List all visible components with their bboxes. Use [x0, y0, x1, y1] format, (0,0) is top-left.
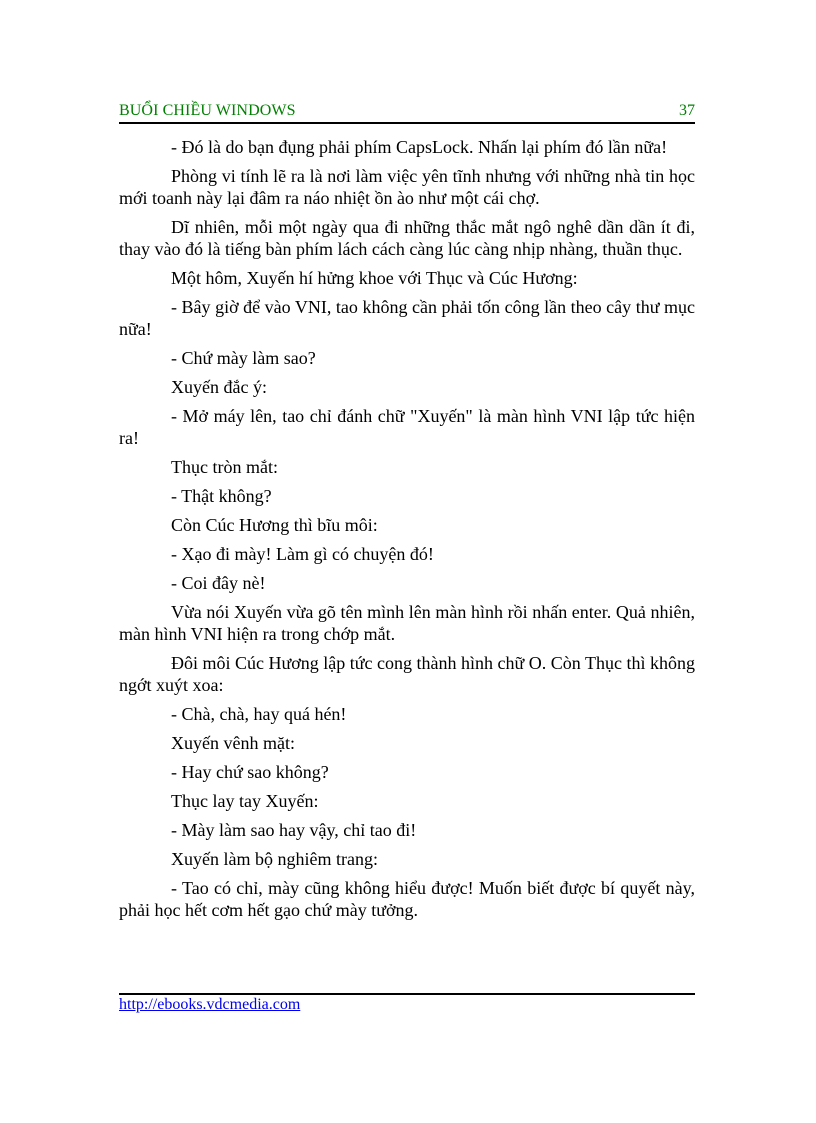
paragraph: - Mở máy lên, tao chỉ đánh chữ "Xuyến" là màn hình VNI lập tức hiện ra! [119, 406, 695, 448]
paragraph: Xuyến đắc ý: [171, 377, 267, 397]
paragraph: - Xạo đi mày! Làm gì có chuyện đó! [171, 544, 434, 564]
paragraph: - Mày làm sao hay vậy, chỉ tao đi! [171, 820, 417, 840]
book-title: BUỔI CHIỀU WINDOWS [119, 102, 296, 119]
page-body [119, 136, 695, 928]
paragraph: Thục lay tay Xuyến: [171, 791, 319, 811]
paragraph: Dĩ nhiên, mỗi một ngày qua đi những thắc mắt ngô nghê dần dần ít đi, thay vào đó là tiếng bàn phím lách cách càng lúc càng nhịp nhàng, thuần thục. [119, 217, 695, 259]
paragraph: Vừa nói Xuyến vừa gõ tên mình lên màn hình rồi nhấn enter. Quả nhiên, màn hình VNI hiện ra trong chớp mắt. [119, 602, 695, 644]
paragraph: - Bây giờ để vào VNI, tao không cần phải tốn công lần theo cây thư mục nữa! [119, 297, 695, 339]
paragraph: Một hôm, Xuyến hí hửng khoe với Thục và Cúc Hương: [171, 268, 578, 288]
paragraph: Xuyến vênh mặt: [171, 733, 295, 753]
paragraph: Thục tròn mắt: [171, 457, 278, 477]
paragraph: - Thật không? [171, 486, 272, 506]
paragraph: - Tao có chỉ, mày cũng không hiểu được! Muốn biết được bí quyết này, phải học hết cơm hết gạo chứ mày tưởng. [119, 878, 695, 920]
paragraph: - Chà, chà, hay quá hén! [171, 704, 347, 724]
paragraph: Xuyến làm bộ nghiêm trang: [171, 849, 378, 869]
paragraph: - Chứ mày làm sao? [171, 348, 316, 368]
paragraph: Phòng vi tính lẽ ra là nơi làm việc yên tĩnh nhưng với những nhà tin học mới toanh này lại đâm ra náo nhiệt ồn ào như một cái chợ. [119, 166, 695, 208]
paragraph: - Đó là do bạn đụng phải phím CapsLock. Nhấn lại phím đó lần nữa! [171, 137, 668, 157]
paragraph: - Hay chứ sao không? [171, 762, 329, 782]
paragraph: - Coi đây nè! [171, 573, 266, 593]
footer-website-link[interactable]: http://ebooks.vdcmedia.com [119, 996, 301, 1013]
paragraph: Còn Cúc Hương thì bĩu môi: [171, 515, 378, 535]
paragraph: Đôi môi Cúc Hương lập tức cong thành hình chữ O. Còn Thục thì không ngớt xuýt xoa: [119, 653, 695, 695]
footer-divider [119, 993, 695, 995]
page-number: 37 [679, 102, 695, 119]
page-header [119, 102, 695, 124]
